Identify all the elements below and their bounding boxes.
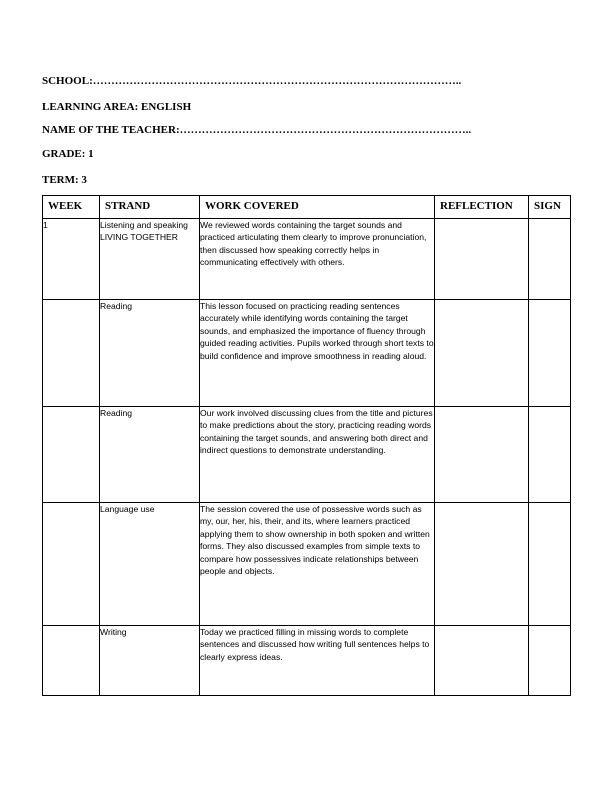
reflection-cell [435,626,529,696]
work-covered-cell: The session covered the use of possessive words such as my, our, her, his, their, and its, where learners practiced applying them to show ownership in both spoken and written forms. They also discussed examples from simple texts to compare how possessives indicate relationships between people and objects. [200,503,435,626]
work-covered-cell: Our work involved discussing clues from the title and pictures to make predictions about the story, practicing reading words containing the target sounds, and answering both direct and indirect questions to demonstrate understanding. [200,407,435,503]
table-row [43,219,571,300]
table-row [43,407,571,503]
week-cell [43,407,100,503]
column-header-sign: SIGN [529,196,571,219]
table-header-row [43,196,571,219]
work-covered-table [42,195,571,696]
column-header-strand: STRAND [100,196,200,219]
week-cell [43,300,100,407]
reflection-cell [435,219,529,300]
column-header-reflection: REFLECTION [435,196,529,219]
column-header-week: WEEK [43,196,100,219]
week-cell [43,626,100,696]
work-covered-cell: Today we practiced filling in missing words to complete sentences and discussed how writing full sentences helps to clearly express ideas. [200,626,435,696]
sign-cell [529,219,571,300]
sign-cell [529,626,571,696]
strand-cell: Reading [100,407,200,503]
column-header-work-covered: WORK COVERED [200,196,435,219]
strand-cell: Writing [100,626,200,696]
reflection-cell [435,503,529,626]
sign-cell [529,407,571,503]
work-covered-cell: We reviewed words containing the target sounds and practiced articulating them clearly to improve pronunciation, then discussed how speaking correctly helps in communicating effectively with others. [200,219,435,300]
learning-area-line: LEARNING AREA: ENGLISH [42,101,192,113]
table-row [43,626,571,696]
strand-cell: Language use [100,503,200,626]
strand-cell: Reading [100,300,200,407]
sign-cell [529,300,571,407]
work-covered-cell: This lesson focused on practicing reading sentences accurately while identifying words containing the target sounds, and emphasized the importance of fluency through guided reading activities. Pupils worked through short texts to build confidence and improve smoothness in reading aloud. [200,300,435,407]
week-cell [43,503,100,626]
week-cell: 1 [43,219,100,300]
strand-cell: Listening and speaking LIVING TOGETHER [100,219,200,300]
grade-line: GRADE: 1 [42,148,94,160]
teacher-name-line: NAME OF THE TEACHER:…………………………………………………………………….. [42,124,472,136]
school-line: SCHOOL:……………………………………………………………………………………….. [42,75,462,87]
reflection-cell [435,407,529,503]
sign-cell [529,503,571,626]
term-line: TERM: 3 [42,174,87,186]
table-row [43,300,571,407]
table-row [43,503,571,626]
reflection-cell [435,300,529,407]
